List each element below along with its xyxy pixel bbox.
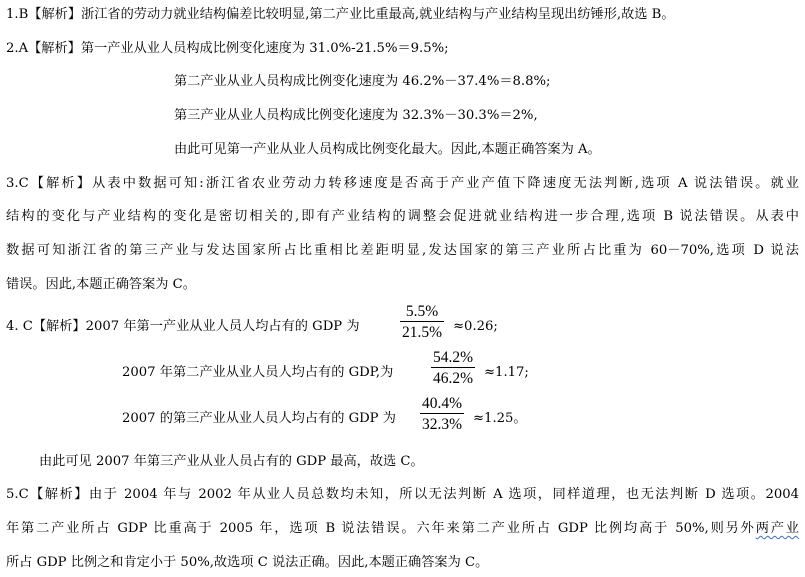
- answer-4-line-2-text: 2007 年第二产业从业人员人均占有的 GDP,为: [122, 365, 394, 380]
- answer-3-line-4: 错误。因此,本题正确答案为 C。: [6, 277, 196, 292]
- fraction-2: [431, 349, 475, 387]
- answer-4-line-3-result: ≈1.25。: [473, 411, 527, 426]
- answer-2-line-1: 2.A【解析】第一产业从业人员构成比例变化速度为 31.0%-21.5%＝9.5%;: [6, 41, 449, 56]
- fraction-3-numerator: 40.4%: [422, 395, 463, 412]
- spellcheck-underline: 两产业: [755, 521, 799, 536]
- fraction-3-denominator: 32.3%: [422, 416, 463, 433]
- answer-3-line-3: 数据可知浙江省的第三产业与发达国家所占比重相比差距明显,发达国家的第三产业所占比重为 60－70%,选项 D 说法: [6, 243, 799, 258]
- fraction-3: [420, 395, 464, 433]
- fraction-2-numerator: 54.2%: [433, 349, 474, 366]
- answer-2-line-4: 由此可见第一产业从业人员构成比例变化最大。因此,本题正确答案为 A。: [174, 142, 601, 157]
- answer-4-line-1-text: 4. C【解析】2007 年第一产业从业人员人均占有的 GDP 为: [6, 319, 360, 334]
- answer-3-line-2: 结构的变化与产业结构的变化是密切相关的,即有产业结构的调整会促进就业结构进一步合理,选项 B 说法错误。从表中: [6, 209, 799, 224]
- answer-2-line-3: 第三产业从业人员构成比例变化速度为 32.3%－30.3%＝2%,: [174, 108, 538, 123]
- fraction-1-numerator: 5.5%: [405, 303, 439, 320]
- answer-1-line: 1.B【解析】浙江省的劳动力就业结构偏差比较明显,第二产业比重最高,就业结构与产业结构呈现出纺锤形,故选 B。: [6, 7, 675, 22]
- answer-4-line-2-result: ≈1.17;: [484, 365, 529, 380]
- answer-4-conclusion: 由此可见 2007 年第三产业从业人员占有的 GDP 最高，故选 C。: [39, 454, 424, 469]
- fraction-2-denominator: 46.2%: [433, 370, 474, 387]
- answer-3-line-1: 3.C【解析】从表中数据可知:浙江省农业劳动力转移速度是否高于产业产值下降速度无法判断,选项 A 说法错误。就业: [6, 176, 799, 191]
- fraction-1: [400, 303, 444, 341]
- answer-5-line-1: 5.C【解析】由于 2004 年与 2002 年从业人员总数均未知，所以无法判断 A 选项，同样道理，也无法判断 D 选项。2004: [6, 487, 799, 502]
- answer-4-line-1-result: ≈0.26;: [453, 319, 498, 334]
- answer-5-line-3: 所占 GDP 比例之和肯定小于 50%,故选项 C 说法正确。因此,本题正确答案为 C。: [6, 555, 489, 570]
- answer-2-line-2: 第二产业从业人员构成比例变化速度为 46.2%－37.4%＝8.8%;: [174, 74, 551, 89]
- answer-5-line-2: 年第二产业所占 GDP 比重高于 2005 年，选项 B 说法错误。六年来第二产业所占 GDP 比例均高于 50%,则另外两产业: [6, 521, 799, 536]
- answer-4-line-3-text: 2007 的第三产业从业人员人均占有的 GDP 为: [122, 411, 396, 426]
- fraction-1-denominator: 21.5%: [402, 324, 443, 341]
